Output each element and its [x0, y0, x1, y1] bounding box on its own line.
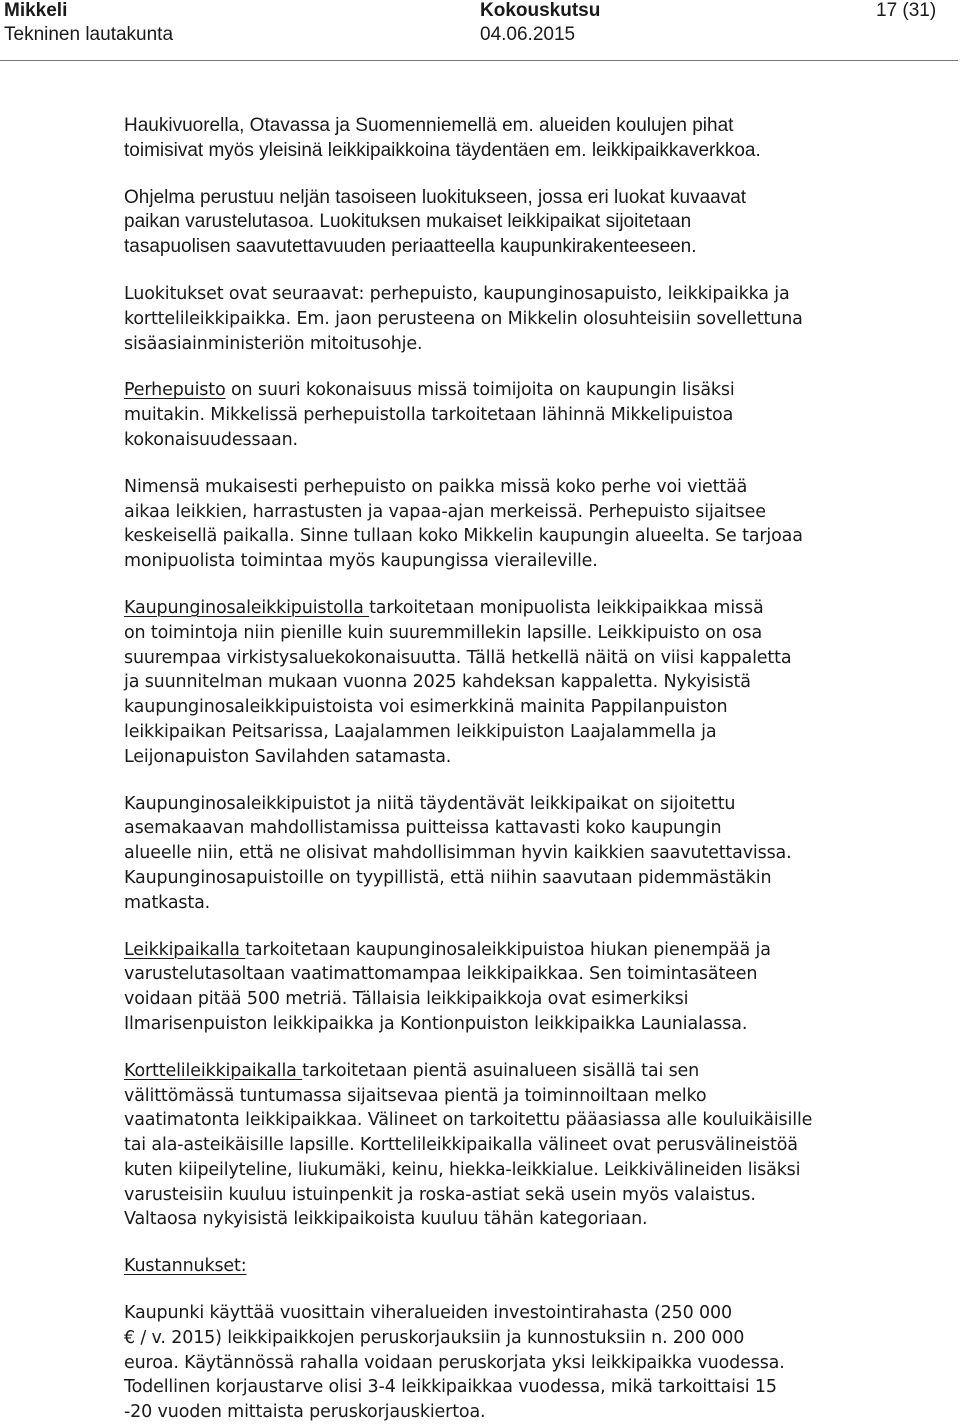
- paragraph-block-playground-text: tarkoitetaan pientä asuinalueen sisällä tai sen välittömässä tuntumassa sijaitsevaa pientä ja toiminnoiltaan melko vaatimatonta leikkipaikkaa. Välineet on tarkoitettu pääasiassa alle kouluikäisille tai ala-asteikäisille lapsille. Korttelileikkipaikalla välineet ovat perusvälineistöä kuten kiipeilyteline, liukumäki, keinu, hiekka-leikkialue. Leikkivälineiden lisäksi varusteisiin kuuluu istuinpenkit ja roska-astiat sekä usein myös valaistus. Valtaosa nykyisistä leikkipaikoista kuuluu tähän kategoriaan.: [124, 1060, 813, 1230]
- paragraph-family-park: [124, 378, 924, 452]
- paragraph-playground-text: tarkoitetaan kaupunginosaleikkipuistoa hiukan pienempää ja varustelutasoltaan vaatimattomampaa leikkipaikkaa. Sen toimintasäteen voidaan pitää 500 metriä. Tällaisia leikkipaikkoja ovat esimerkiksi Ilmarisenpuiston leikkipaikka ja Kontionpuiston leikkipaikka Launialassa.: [124, 939, 771, 1034]
- costs-heading-text: Kustannukset:: [124, 1256, 247, 1277]
- header-department: Tekninen lautakunta: [4, 24, 174, 45]
- header-org: Mikkeli: [4, 0, 68, 21]
- paragraph-family-park-details: Nimensä mukaisesti perhepuisto on paikka missä koko perhe voi viettää aikaa leikkien, harrastusten ja vapaa-ajan merkeissä. Perhepuisto sijaitsee keskeisellä paikalla. Sinne tullaan koko Mikkelin kaupungin alueelta. Se tarjoaa monipuolista toimintaa myös kaupungissa vieraileville.: [124, 476, 803, 572]
- header-divider: [0, 60, 958, 61]
- paragraph-classification-list: Luokitukset ovat seuraavat: perhepuisto, kaupunginosapuisto, leikkipaikka ja korttelileikkipaikka. Em. jaon perusteena on Mikkelin olosuhteisiin sovellettuna sisäasiainministeriön mitoitusohje.: [124, 283, 803, 354]
- term-kaupunginosaleikkipuisto: Kaupunginosaleikkipuistolla: [124, 597, 370, 618]
- paragraph-district-playground: [124, 596, 924, 770]
- paragraph-family-park-text: on suuri kokonaisuus missä toimijoita on kaupungin lisäksi muitakin. Mikkelissä perhepuistolla tarkoitetaan lähinnä Mikkelipuistoa kokonaisuudessaan.: [124, 380, 735, 450]
- header-date: 04.06.2015: [480, 24, 576, 45]
- header-page-number: 17 (31): [876, 0, 937, 21]
- term-korttelileikkipaikka: Korttelileikkipaikalla: [124, 1060, 303, 1081]
- term-leikkipaikka: Leikkipaikalla: [124, 939, 246, 960]
- paragraph-school-yards: Haukivuorella, Otavassa ja Suomenniemellä em. alueiden koulujen pihat toimisivat myös yleisinä leikkipaikkoina täydentäen em. leikkipaikkaverkkoa.: [124, 115, 761, 161]
- paragraph-district-placement: Kaupunginosaleikkipuistot ja niitä täydentävät leikkipaikat on sijoitettu asemakaavan mahdollistamissa puitteissa kattavasti koko kaupungin alueelle niin, että ne olisivat mahdollisimman hyvin kaikkien saavutettavissa. Kaupunginosapuistoille on tyypillistä, että niihin saavutaan pidemmästäkin matkasta.: [124, 793, 792, 913]
- paragraph-playground: [124, 938, 924, 1037]
- page-header: [0, 0, 960, 60]
- paragraph-block-playground: [124, 1059, 924, 1233]
- header-doc-type: Kokouskutsu: [480, 0, 601, 21]
- term-perhepuisto: Perhepuisto: [124, 380, 226, 401]
- costs-heading: [124, 1254, 924, 1279]
- paragraph-classification-intro: Ohjelma perustuu neljän tasoiseen luokitukseen, jossa eri luokat kuvaavat paikan varustelutasoa. Luokituksen mukaiset leikkipaikat sijoitetaan tasapuolisen saavutettavuuden periaatteella kaupunkirakenteeseen.: [124, 186, 747, 258]
- paragraph-costs: Kaupunki käyttää vuosittain viheralueiden investointirahasta (250 000 € / v. 2015) leikkipaikkojen peruskorjauksiin ja kunnostuksiin n. 200 000 euroa. Käytännössä rahalla voidaan peruskorjata yksi leikkipaikka vuodessa. Todellinen korjaustarve olisi 3-4 leikkipaikkaa vuodessa, mikä tarkoittaisi 15 -20 vuoden mittaista peruskorjauskiertoa.: [124, 1303, 785, 1423]
- paragraph-district-playground-text: tarkoitetaan monipuolista leikkipaikkaa missä on toimintoja niin pienille kuin suuremmillekin lapsille. Leikkipuisto on osa suurempaa virkistysaluekokonaisuutta. Tällä hetkellä näitä on viisi kappaletta ja suunnitelman mukaan vuonna 2025 kahdeksan kappaletta. Nykyisistä kaupunginosaleikkipuistoista voi esimerkkinä mainita Pappilanpuiston leikkipaikan Peitsarissa, Laajalammen leikkipuiston Laajalammella ja Leijonapuiston Savilahden satamasta.: [124, 597, 792, 767]
- document-body: [124, 114, 924, 1425]
